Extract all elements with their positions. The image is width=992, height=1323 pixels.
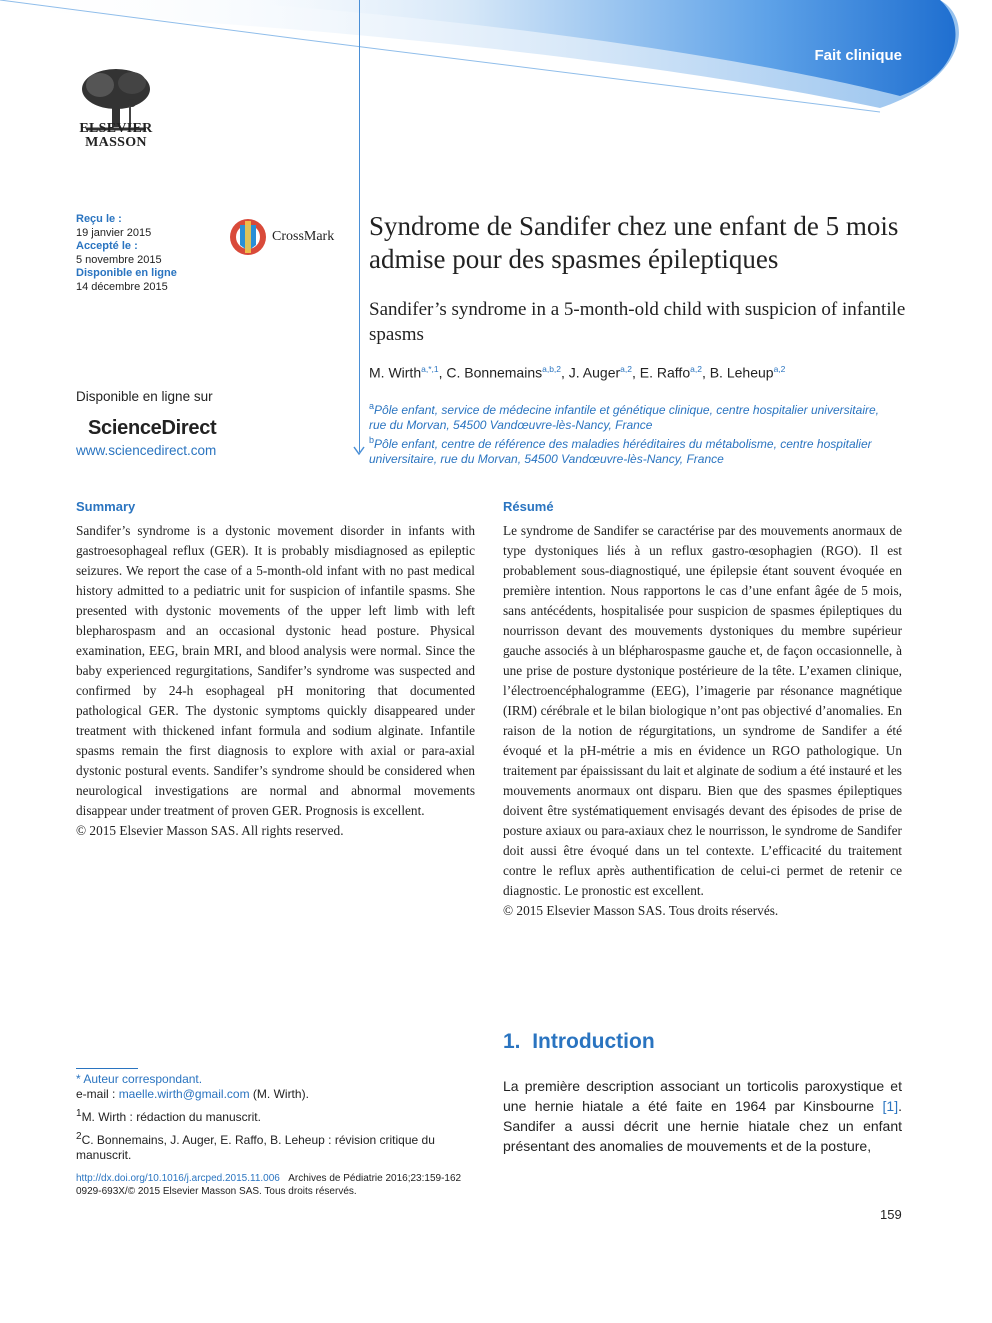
footnote-mark: 1 [76, 1108, 82, 1119]
intro-text-before: La première description associant un torticolis paroxystique et une hernie hiatale a été faite en 1964 par Kinsbourne [503, 1078, 902, 1114]
author-list: M. Wirth$^{a,*,1}$, C. Bonnemains$^{a,b,2}$, J. Auger$^{a,2}$, E. Raffo$^{a,2}$, B. Leheup$^{a,2}$ [369, 364, 786, 381]
article-title-en: Sandifer’s syndrome in a 5-month-old child with suspicion of infantile spasms [369, 299, 906, 345]
online-label: Disponible en ligne [76, 267, 177, 279]
footer-meta [76, 1172, 496, 1198]
affiliation-id: a [369, 401, 375, 411]
arrow-down-icon [353, 446, 365, 456]
affiliation-text: Pôle enfant, centre de référence des maladies héréditaires du métabolisme, centre hospitalier universitaire, rue du Morvan, 54500 Vandœuvre-lès-Nancy, France [369, 437, 872, 466]
author-affil-sup: a,2 [620, 364, 632, 374]
affiliation-item [369, 399, 889, 433]
resume-heading: Résumé [503, 499, 554, 514]
journal-citation: Archives de Pédiatrie 2016;23:159-162 [288, 1173, 462, 1184]
summary-block [76, 521, 475, 841]
sciencedirect-brand: ScienceDirect [88, 417, 217, 439]
affiliation-id: b [369, 435, 375, 445]
footnote-text: C. Bonnemains, J. Auger, E. Raffo, B. Leheup : révision critique du manuscrit. [76, 1133, 435, 1162]
author-name: B. Leheup [709, 364, 774, 381]
author-name: C. Bonnemains [446, 364, 543, 381]
accepted-date: 5 novembre 2015 [76, 253, 162, 266]
doi-row [76, 1172, 496, 1185]
email-suffix: (M. Wirth). [249, 1087, 309, 1101]
intro-heading [503, 1030, 655, 1054]
summary-copyright: © 2015 Elsevier Masson SAS. All rights reserved. [76, 823, 344, 838]
email-row [76, 1087, 468, 1102]
resume-block [503, 521, 902, 921]
author-affil-sup: a,2 [690, 364, 702, 374]
citation-link[interactable]: [1] [882, 1098, 899, 1114]
footnote-2 [76, 1129, 468, 1163]
received-date: 19 janvier 2015 [76, 226, 152, 239]
resume-text: Le syndrome de Sandifer se caractérise par des mouvements anormaux de type dystoniques liés à un reflux gastro-œsophagien (RGO). Il est probablement sous-diagnostiqué, une épilepsie étant souvent évoquée en première intention. Nous rapportons le cas d’une enfant âgée de 5 mois, sans antécédents, hospitalisée pour suspicion de spasmes épileptiques du nourrisson devant des mouvements dystoniques du membre supérieur gauche associés à un blépharospasme gauche et, de façon occasionnelle, à une prise de posture dystonique postérieure de la tête. L’examen clinique, l’électroencéphalogramme (EEG), l’imagerie par résonance magnétique (IRM) cérébrale et le bilan biologique n’ont pas objectivé d’anomalies. En raison de la notion de régurgitations, un syndrome de Sandifer a été évoqué et la pH-métrie a mis en évidence un RGO pathologique. Un traitement par épaississant du lait et alginate de sodium a été instauré et les mouvements anormaux ont disparu. Bien que des spasmes épileptiques doivent être systématiquement envisagés devant des épisodes de prise de posture axiaux ou para-axiaux chez le nourrisson, le syndrome de Sandifer doit aussi être évoqué dans un tel contexte. L’efficacité du traitement contre le reflux après authentification de celui-ci permet de retenir ce diagnostic. Le pronostic est excellent. [503, 523, 902, 898]
publisher-line2: MASSON [85, 135, 147, 150]
affiliation-list [369, 399, 889, 467]
intro-paragraph [503, 1076, 902, 1156]
author-affil-sup: a,b,2 [542, 364, 562, 374]
footnote-rule [76, 1068, 138, 1069]
author-affil-sup: a,*,1 [421, 364, 439, 374]
crossmark-icon [228, 217, 268, 257]
page-number: 159 [880, 1207, 902, 1222]
email-link[interactable]: maelle.wirth@gmail.com [118, 1087, 250, 1101]
author-name: E. Raffo [639, 364, 691, 381]
footnote-text: M. Wirth : rédaction du manuscrit. [81, 1110, 261, 1124]
received-label: Reçu le : [76, 213, 122, 225]
issn-line: 0929-693X/© 2015 Elsevier Masson SAS. Tous droits réservés. [76, 1186, 357, 1197]
article-dates [76, 213, 177, 294]
email-label: e-mail : [76, 1087, 119, 1101]
crossmark-label: CrossMark [272, 229, 335, 244]
section-number: 1. [503, 1030, 521, 1053]
resume-copyright: © 2015 Elsevier Masson SAS. Tous droits réservés. [503, 903, 779, 918]
footnote-mark: 2 [76, 1131, 82, 1142]
intro-text-after: . Sandifer a aussi décrit une hernie hiatale chez un enfant présentant des anomalies de mouvements et de la posture, [503, 1098, 902, 1154]
summary-text: Sandifer’s syndrome is a dystonic movement disorder in infants with gastroesophageal reflux (GER). It is probably misdiagnosed as epileptic seizures. We report the case of a 5-month-old infant with no past medical history admitted to a pediatric unit for suspicion of infantile spasms. She presented with dystonic movements of the upper left limb with left blepharospasm and an occasional dystonic head posture. Physical examination, EEG, brain MRI, and blood analysis were normal. Since the baby experienced regurgitations, Sandifer’s syndrome was suspected and confirmed by 24-h esophageal pH monitoring that documented pathological GER. The dystonic symptoms quickly disappeared under treatment with thickened infant formula and sodium alginate. Infantile spasms remain the first diagnosis to explore with axial or para-axial dystonic postural events. Sandifer’s syndrome should be considered when neurological investigations are normal and abnormal movements disappear under treatment of proven GER. Prognosis is excellent. [76, 523, 475, 818]
affiliation-text: Pôle enfant, service de médecine infantile et génétique clinique, centre hospitalier universitaire, rue du Morvan, 54500 Vandœuvre-lès-Nancy, France [369, 403, 879, 432]
author-affil-sup: a,2 [773, 364, 786, 374]
doi-link[interactable]: http://dx.doi.org/10.1016/j.arcped.2015.11.006 [76, 1173, 280, 1184]
summary-heading: Summary [76, 499, 136, 514]
author-name: M. Wirth [369, 364, 422, 381]
publisher-name [76, 122, 156, 150]
accepted-label: Accepté le : [76, 240, 138, 252]
publisher-line1: ELSEVIER [79, 121, 153, 136]
corresponding-author-label: * Auteur correspondant. [76, 1072, 203, 1086]
sciencedirect-link[interactable]: www.sciencedirect.com [76, 443, 217, 458]
affiliation-item [369, 433, 889, 467]
section-label: Fait clinique [814, 47, 902, 64]
author-name: J. Auger [568, 364, 621, 381]
vertical-divider [359, 0, 360, 452]
footnotes [76, 1072, 468, 1167]
article-title-fr: Syndrome de Sandifer chez une enfant de 5 mois admise pour des spasmes épileptiques [369, 211, 899, 274]
crossmark-badge[interactable] [228, 217, 334, 257]
availability-label: Disponible en ligne sur [76, 389, 213, 404]
section-title: Introduction [532, 1030, 655, 1053]
online-date: 14 décembre 2015 [76, 280, 168, 293]
footnote-1 [76, 1106, 468, 1125]
